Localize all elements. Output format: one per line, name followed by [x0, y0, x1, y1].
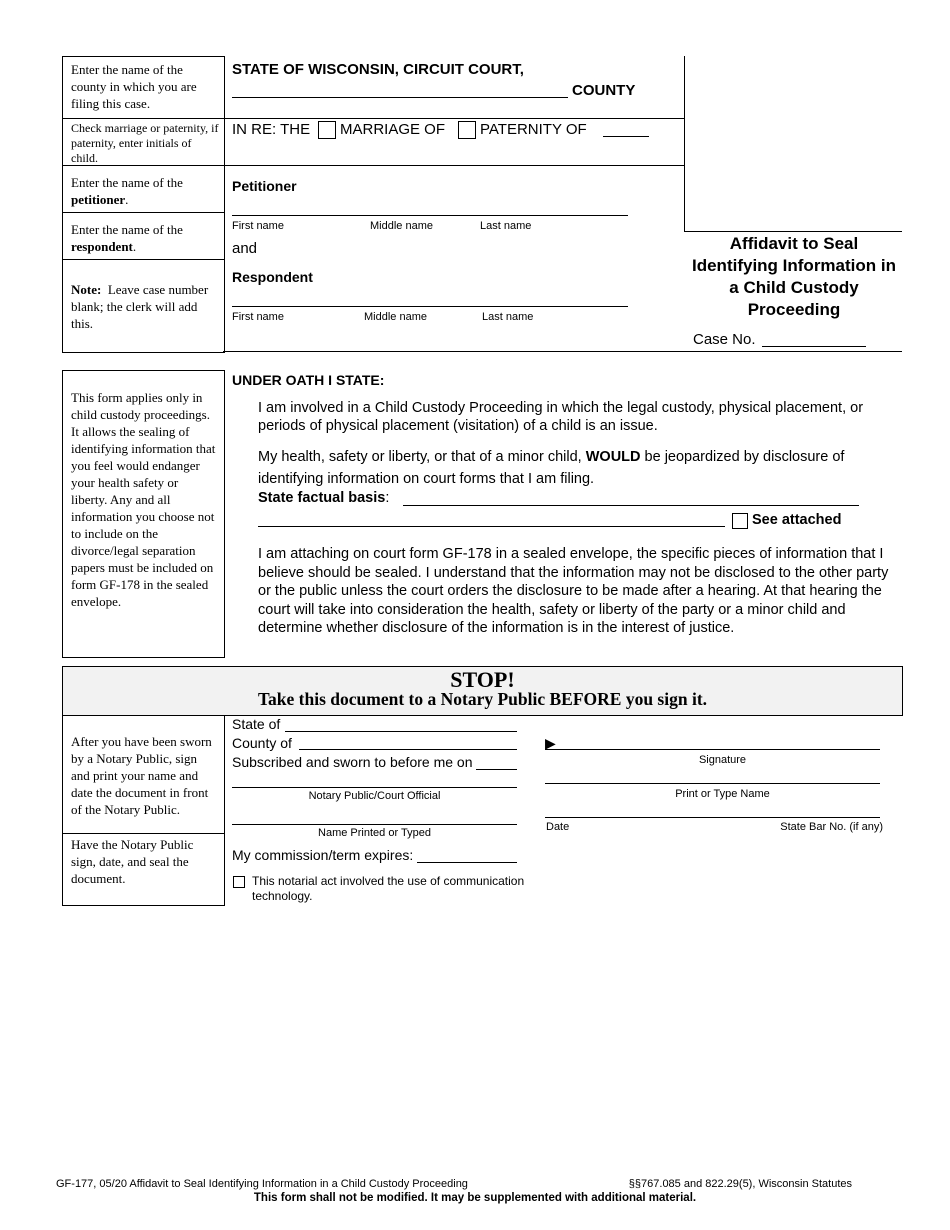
- side-respondent-instruction: Enter the name of the respondent.: [71, 222, 183, 254]
- commission-label: My commission/term expires:: [232, 847, 414, 863]
- petitioner-name-field[interactable]: [232, 215, 628, 216]
- notary-signature-field[interactable]: [232, 787, 517, 788]
- print-name-field[interactable]: [545, 783, 880, 784]
- footer-form-id: GF-177, 05/20 Affidavit to Seal Identifying Information in a Child Custody Proceeding: [56, 1178, 468, 1190]
- form-title: Affidavit to Seal Identifying Information in a Child Custody Proceeding: [692, 234, 896, 319]
- state-of-field[interactable]: [285, 731, 517, 732]
- footer-statutes: §§767.085 and 822.29(5), Wisconsin Statutes: [628, 1178, 852, 1190]
- signature-label: Signature: [698, 754, 747, 766]
- county-name-field[interactable]: [232, 97, 568, 98]
- body-side-note: This form applies only in child custody proceedings. It allows the sealing of identifying information that you feel would endanger your health safety or liberty. Any and all information you choose not to include on the divorce/legal separation papers must be included on form GF-178 in the sealed envelope.: [71, 390, 216, 609]
- sign-here-arrow-icon: ▶: [545, 735, 556, 751]
- respondent-label: Respondent: [232, 269, 313, 285]
- child-initials-field[interactable]: [603, 136, 649, 137]
- name-printed-label: Name Printed or Typed: [318, 827, 431, 839]
- notary-side-sign: After you have been sworn by a Notary Public, sign and print your name and date the document in front of the Notary Public.: [71, 734, 212, 817]
- paternity-label: PATERNITY OF: [480, 121, 587, 138]
- respondent-last-name-label: Last name: [482, 311, 534, 323]
- subscribed-date-field[interactable]: [476, 769, 517, 770]
- marriage-checkbox[interactable]: [318, 121, 336, 139]
- in-re-label: IN RE: THE: [232, 121, 311, 138]
- side-county-instruction: Enter the name of the county in which you are filing this case.: [71, 62, 197, 111]
- court-heading: STATE OF WISCONSIN, CIRCUIT COURT,: [232, 61, 524, 78]
- footer-notice: This form shall not be modified. It may be supplemented with additional material.: [253, 1192, 697, 1204]
- communication-tech-checkbox[interactable]: [233, 876, 245, 888]
- factual-basis-label: State factual basis:: [258, 490, 390, 506]
- side-petitioner-instruction: Enter the name of the petitioner.: [71, 175, 183, 207]
- marriage-label: MARRIAGE OF: [340, 121, 446, 138]
- oath-heading: UNDER OATH I STATE:: [232, 372, 385, 388]
- county-of-field[interactable]: [299, 749, 517, 750]
- subscribed-label: Subscribed and sworn to before me on: [232, 754, 473, 770]
- stop-heading: STOP!: [450, 667, 515, 692]
- state-bar-label: State Bar No. (if any): [780, 821, 883, 833]
- oath-paragraph-3: I am attaching on court form GF-178 in a sealed envelope, the specific pieces of information that I believe should be sealed. I understand that the information may not be disclosed to the other party or the public unless the court orders the disclosure to be made after a hearing. At that hearing the court will take into consideration the health, safety or liberty of the party or a minor child and determine whether disclosure of the information is in the interest of justice.: [258, 546, 889, 637]
- petitioner-first-name-label: First name: [232, 220, 284, 232]
- oath-paragraph-1: I am involved in a Child Custody Proceeding in which the legal custody, physical placement, or periods of physical placement (visitation) of a child is an issue.: [258, 400, 864, 434]
- date-bar-field[interactable]: [545, 817, 880, 818]
- factual-basis-field[interactable]: [403, 505, 859, 506]
- county-label: COUNTY: [572, 82, 636, 99]
- print-name-label: Print or Type Name: [675, 788, 770, 800]
- date-label: Date: [546, 821, 570, 833]
- petitioner-middle-name-label: Middle name: [370, 220, 433, 232]
- and-label: and: [232, 240, 258, 257]
- respondent-first-name-label: First name: [232, 311, 284, 323]
- communication-tech-label: This notarial act involved the use of communication technology.: [252, 874, 525, 903]
- see-attached-checkbox[interactable]: [732, 513, 748, 529]
- commission-field[interactable]: [417, 862, 517, 863]
- notary-official-label: Notary Public/Court Official: [308, 790, 441, 802]
- side-check-instruction: Check marriage or paternity, if paternity, enter initials of child.: [71, 121, 219, 165]
- stop-subheading: Take this document to a Notary Public BEFORE you sign it.: [257, 689, 708, 709]
- case-number-field[interactable]: [762, 346, 866, 347]
- notary-side-seal: Have the Notary Public sign, date, and seal the document.: [71, 837, 194, 886]
- state-of-label: State of: [232, 716, 281, 732]
- oath-paragraph-2: My health, safety or liberty, or that of a minor child, WOULD be jeopardized by disclosure of identifying information on court forms that I am filing.: [258, 449, 845, 487]
- factual-basis-field-2[interactable]: [258, 526, 725, 527]
- petitioner-last-name-label: Last name: [480, 220, 532, 232]
- respondent-name-field[interactable]: [232, 306, 628, 307]
- side-note-instruction: Note: Leave case number blank; the clerk will add this.: [71, 282, 209, 331]
- respondent-middle-name-label: Middle name: [364, 311, 427, 323]
- see-attached-label: See attached: [752, 512, 842, 528]
- signature-field[interactable]: [545, 749, 880, 750]
- case-number-label: Case No.: [693, 331, 756, 348]
- county-of-label: County of: [232, 735, 292, 751]
- paternity-checkbox[interactable]: [458, 121, 476, 139]
- notary-name-field[interactable]: [232, 824, 517, 825]
- petitioner-label: Petitioner: [232, 178, 297, 194]
